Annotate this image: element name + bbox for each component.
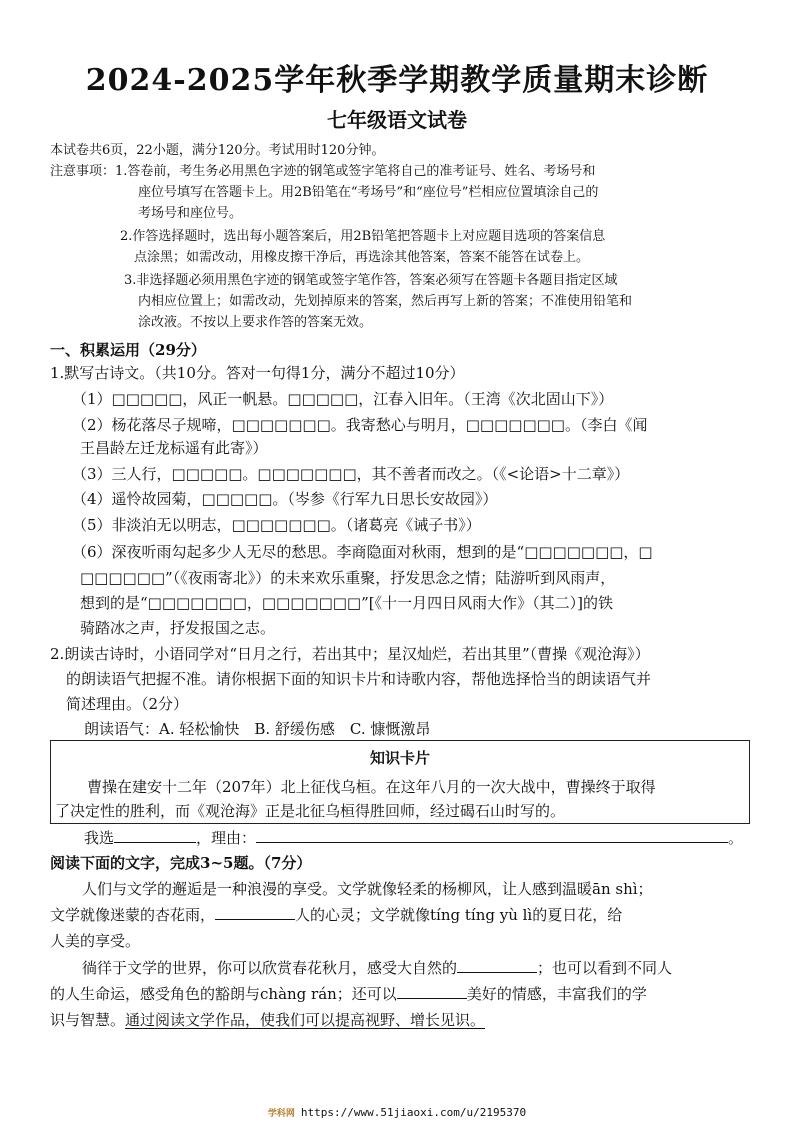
question-1-item: □□□□□□”（《夜雨寄北》）的未来欢乐重聚，抒发思念之情；陆游听到风雨声，	[80, 569, 616, 587]
knowledge-card-text: 了决定性的胜利，而《观沧海》正是北征乌桓得胜回师，经过碣石山时写的。	[55, 802, 566, 820]
question-1-item: （1）□□□□□，风正一帆悬。□□□□□，江春入旧年。（王湾《次北固山下》）	[72, 390, 614, 408]
exam-intro: 本试卷共6页，22小题，满分120分。考试用时120分钟。	[50, 143, 385, 158]
passage-text: 徜徉于文学的世界，你可以欣赏春花秋月，感受大自然的	[82, 959, 458, 977]
notes-line: 2.作答选择题时，选出每小题答案后，用2B铅笔把答题卡上对应题目选项的答案信息	[120, 229, 606, 244]
notes-line: 3.非选择题必须用黑色字迹的钢笔或签字笔作答，答案必须写在答题卡各题目指定区域	[124, 273, 618, 288]
question-1-item: （3）三人行，□□□□□。□□□□□□□，其不善者而改之。（《<论语>十二章》）	[72, 465, 630, 483]
answer-line	[84, 827, 743, 848]
question-1-item: 王昌龄左迁龙标遥有此寄》）	[80, 439, 268, 457]
passage-line	[50, 904, 622, 925]
question-1: 1.默写古诗文。（共10分。答对一句得1分，满分不超过10分）	[50, 364, 465, 382]
question-1-item: （2）杨花落尽子规啼，□□□□□□□。我寄愁心与明月，□□□□□□□。（李白《闻	[72, 416, 648, 434]
watermark-logo: 学科网	[267, 1109, 295, 1119]
reading-tone-options: 朗读语气：A. 轻松愉快 B. 舒缓伤感 C. 慷慨激昂	[84, 720, 431, 738]
answer-choice-blank[interactable]	[114, 828, 196, 843]
answer-end: 。	[728, 829, 744, 847]
question-2: 的朗读语气把握不准。请你根据下面的知识卡片和诗歌内容，帮他选择恰当的朗读语气并	[66, 670, 652, 688]
passage-text: 人的心灵；文学就像tíng tíng yù lì的夏日花，给	[295, 906, 623, 924]
answer-reason-blank[interactable]	[256, 828, 728, 843]
section-heading: 一、积累运用（29分）	[50, 341, 206, 359]
fill-blank[interactable]	[397, 984, 467, 999]
question-1-item: （4）遥怜故园菊，□□□□□。（岑参《行军九日思长安故园》）	[72, 490, 498, 508]
fill-blank[interactable]	[457, 958, 537, 973]
passage-text: 识与智慧。	[50, 1011, 126, 1029]
passage-line: 人美的享受。	[50, 932, 141, 950]
question-1-item: （6）深夜听雨勾起多少人无尽的愁思。李商隐面对秋雨，想到的是“□□□□□□□，□	[72, 543, 653, 561]
question-1-item: 骑踏冰之声，抒发报国之志。	[80, 619, 276, 637]
reading-heading: 阅读下面的文字，完成3~5题。（7分）	[50, 854, 312, 872]
knowledge-card	[50, 740, 750, 824]
passage-text: 的人生命运，感受角色的豁朗与chàng rán；还可以	[50, 985, 397, 1003]
knowledge-card-title: 知识卡片	[369, 749, 430, 767]
passage-text: 文学就像迷蒙的杏花雨，	[50, 906, 216, 924]
question-1-item: 想到的是“□□□□□□□，□□□□□□□”[《十一月四日风雨大作》（其二）]的铁	[80, 594, 613, 612]
passage-text: ；也可以看到不同人	[537, 959, 673, 977]
passage-line	[82, 957, 672, 978]
answer-reason-label: ，理由：	[196, 829, 257, 847]
notes-line: 注意事项：1.答卷前，考生务必用黑色字迹的钢笔或签字笔将自己的准考证号、姓名、考场号和	[50, 164, 596, 179]
notes-line: 考场号和座位号。	[138, 206, 243, 221]
notes-line: 内相应位置上；如需改动，先划掉原来的答案，然后再写上新的答案；不准使用铅笔和	[138, 294, 633, 309]
passage-line: 人们与文学的邂逅是一种浪漫的享受。文学就像轻柔的杨柳风，让人感到温暖ān shì；	[82, 880, 653, 898]
fill-blank[interactable]	[215, 905, 295, 920]
passage-line	[50, 983, 647, 1004]
notes-line: 座位号填写在答题卡上。用2B铅笔在“考场号”和“座位号”栏相应位置填涂自己的	[138, 185, 599, 200]
exam-title: 2024-2025学年秋季学期教学质量期末诊断	[85, 63, 709, 98]
footer-url[interactable]: https://www.51jiaoxi.com/u/2195370	[300, 1106, 527, 1119]
passage-line	[50, 1009, 485, 1030]
notes-line: 点涂黑；如需改动，用橡皮擦干净后，再选涂其他答案，答案不能答在试卷上。	[134, 250, 590, 265]
notes-line: 涂改液。不按以上要求作答的答案无效。	[138, 315, 373, 330]
underlined-sentence: 通过阅读文学作品，使我们可以提高视野、增长见识。	[125, 1011, 486, 1029]
page-footer	[0, 1106, 794, 1119]
question-1-item: （5）非淡泊无以明志，□□□□□□□。（诸葛亮《诫子书》）	[72, 516, 481, 534]
exam-subtitle: 七年级语文试卷	[327, 108, 467, 132]
question-2: 2.朗读古诗时，小语同学对“日月之行，若出其中；星汉灿烂，若出其里”（曹操《观沧海》）	[50, 645, 650, 663]
question-2: 简述理由。（2分）	[66, 695, 189, 713]
knowledge-card-text: 曹操在建安十二年（207年）北上征伐乌桓。在这年八月的一次大战中，曹操终于取得	[87, 778, 656, 796]
answer-choose-label: 我选	[84, 829, 115, 847]
passage-text: 美好的情感，丰富我们的学	[466, 985, 647, 1003]
